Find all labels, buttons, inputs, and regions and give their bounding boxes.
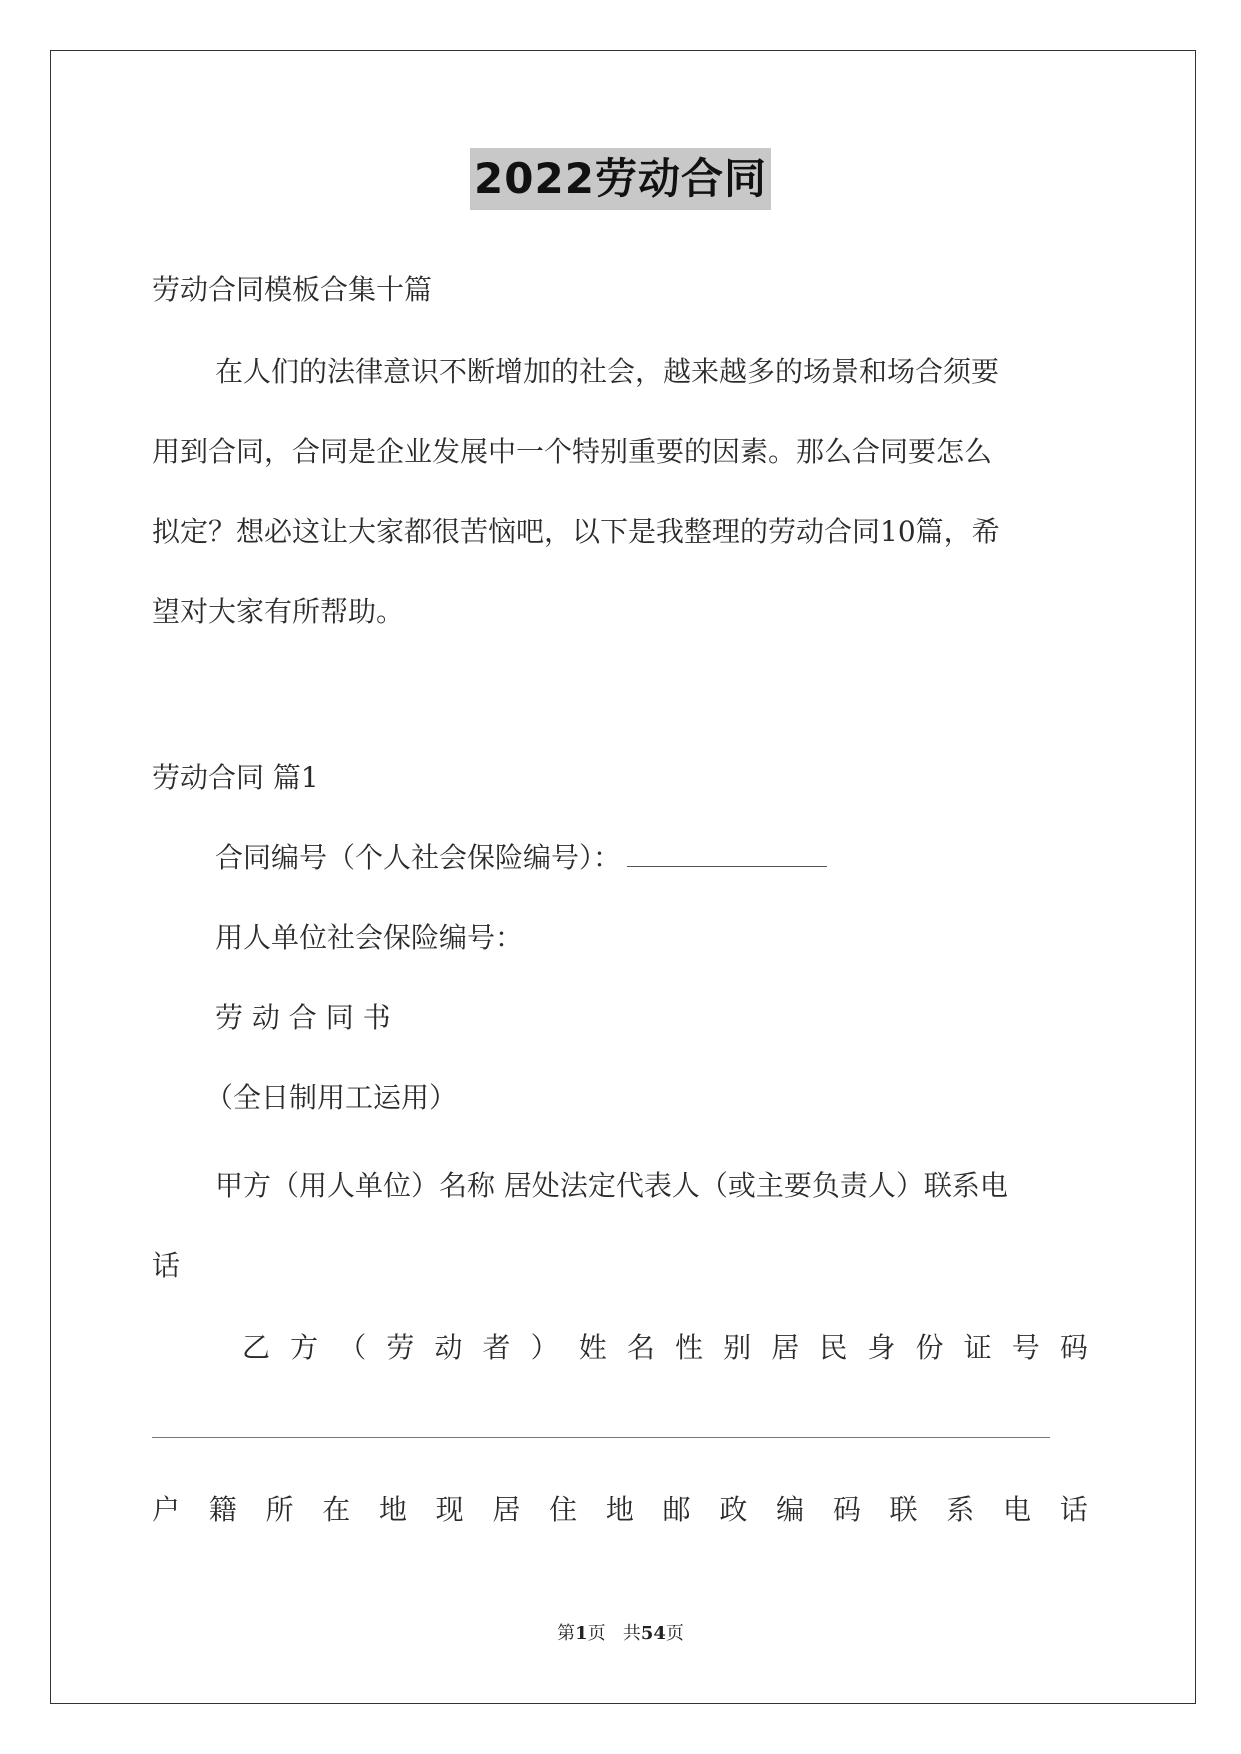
party-b-char: 姓	[578, 1331, 607, 1364]
residence-char: 邮	[662, 1493, 691, 1526]
residence-char: 编	[776, 1493, 805, 1526]
intro-line-4: 望对大家有所帮助。	[152, 595, 405, 628]
residence-char: 在	[322, 1493, 351, 1526]
section-heading: 劳动合同 篇1	[152, 761, 319, 794]
party-a-line-1: 甲方（用人单位）名称 居处法定代表人（或主要负责人）联系电	[215, 1169, 1008, 1202]
contract-book-title: 劳 动 合 同 书	[215, 1001, 391, 1034]
party-b-char: 身	[867, 1331, 896, 1364]
employer-insurance-label: 用人单位社会保险编号：	[215, 921, 524, 954]
residence-char: 话	[1059, 1493, 1088, 1526]
party-b-char: 方	[290, 1331, 319, 1364]
page-footer	[0, 1622, 1241, 1646]
footer-total-pages: 54	[640, 1623, 666, 1644]
party-b-char: 码	[1059, 1331, 1088, 1364]
residence-char: 系	[946, 1493, 975, 1526]
party-b-char: 号	[1011, 1331, 1040, 1364]
intro-line-1: 在人们的法律意识不断增加的社会，越来越多的场景和场合须要	[215, 355, 1000, 388]
party-b-char: 者	[482, 1331, 511, 1364]
party-b-char: 劳	[386, 1331, 415, 1364]
residence-char: 码	[832, 1493, 861, 1526]
title-container	[0, 148, 1241, 210]
contract-number-label: 合同编号（个人社会保险编号）：	[215, 841, 622, 874]
footer-total-suffix: 页	[665, 1623, 684, 1644]
residence-char: 所	[265, 1493, 294, 1526]
party-b-line	[242, 1328, 1088, 1368]
party-b-char: ）	[530, 1331, 559, 1364]
party-b-char: 乙	[242, 1331, 271, 1364]
document-title: 2022劳动合同	[470, 148, 771, 210]
party-b-char: 名	[626, 1331, 655, 1364]
footer-page-prefix: 第	[557, 1623, 576, 1644]
document-subtitle: 劳动合同模板合集十篇	[152, 273, 433, 306]
residence-char: 政	[719, 1493, 748, 1526]
residence-char: 居	[492, 1493, 521, 1526]
residence-char: 籍	[208, 1493, 237, 1526]
residence-char: 地	[605, 1493, 634, 1526]
footer-page-suffix: 页	[587, 1623, 606, 1644]
contract-number-field[interactable]	[627, 838, 827, 867]
contract-number-row	[215, 838, 827, 878]
residence-char: 现	[435, 1493, 464, 1526]
party-b-char: （	[338, 1331, 367, 1364]
residence-char: 电	[1003, 1493, 1032, 1526]
intro-line-2: 用到合同，合同是企业发展中一个特别重要的因素。那么合同要怎么	[152, 435, 993, 468]
blank-underline[interactable]	[152, 1437, 1050, 1438]
usage-note: （全日制用工运用）	[205, 1081, 458, 1114]
party-a-line-2: 话	[152, 1249, 181, 1282]
residence-line	[152, 1490, 1088, 1530]
party-b-char: 动	[434, 1331, 463, 1364]
party-b-char: 份	[915, 1331, 944, 1364]
intro-line-3: 拟定？想必这让大家都很苦恼吧，以下是我整理的劳动合同10篇，希	[152, 515, 1000, 548]
residence-char: 住	[549, 1493, 578, 1526]
party-b-char: 居	[771, 1331, 800, 1364]
residence-char: 地	[378, 1493, 407, 1526]
residence-char: 户	[152, 1493, 181, 1526]
party-b-char: 证	[963, 1331, 992, 1364]
footer-total-prefix: 共	[622, 1623, 641, 1644]
residence-char: 联	[889, 1493, 918, 1526]
party-b-char: 别	[723, 1331, 752, 1364]
party-b-char: 民	[819, 1331, 848, 1364]
party-b-char: 性	[674, 1331, 703, 1364]
footer-page-number: 1	[575, 1623, 588, 1644]
